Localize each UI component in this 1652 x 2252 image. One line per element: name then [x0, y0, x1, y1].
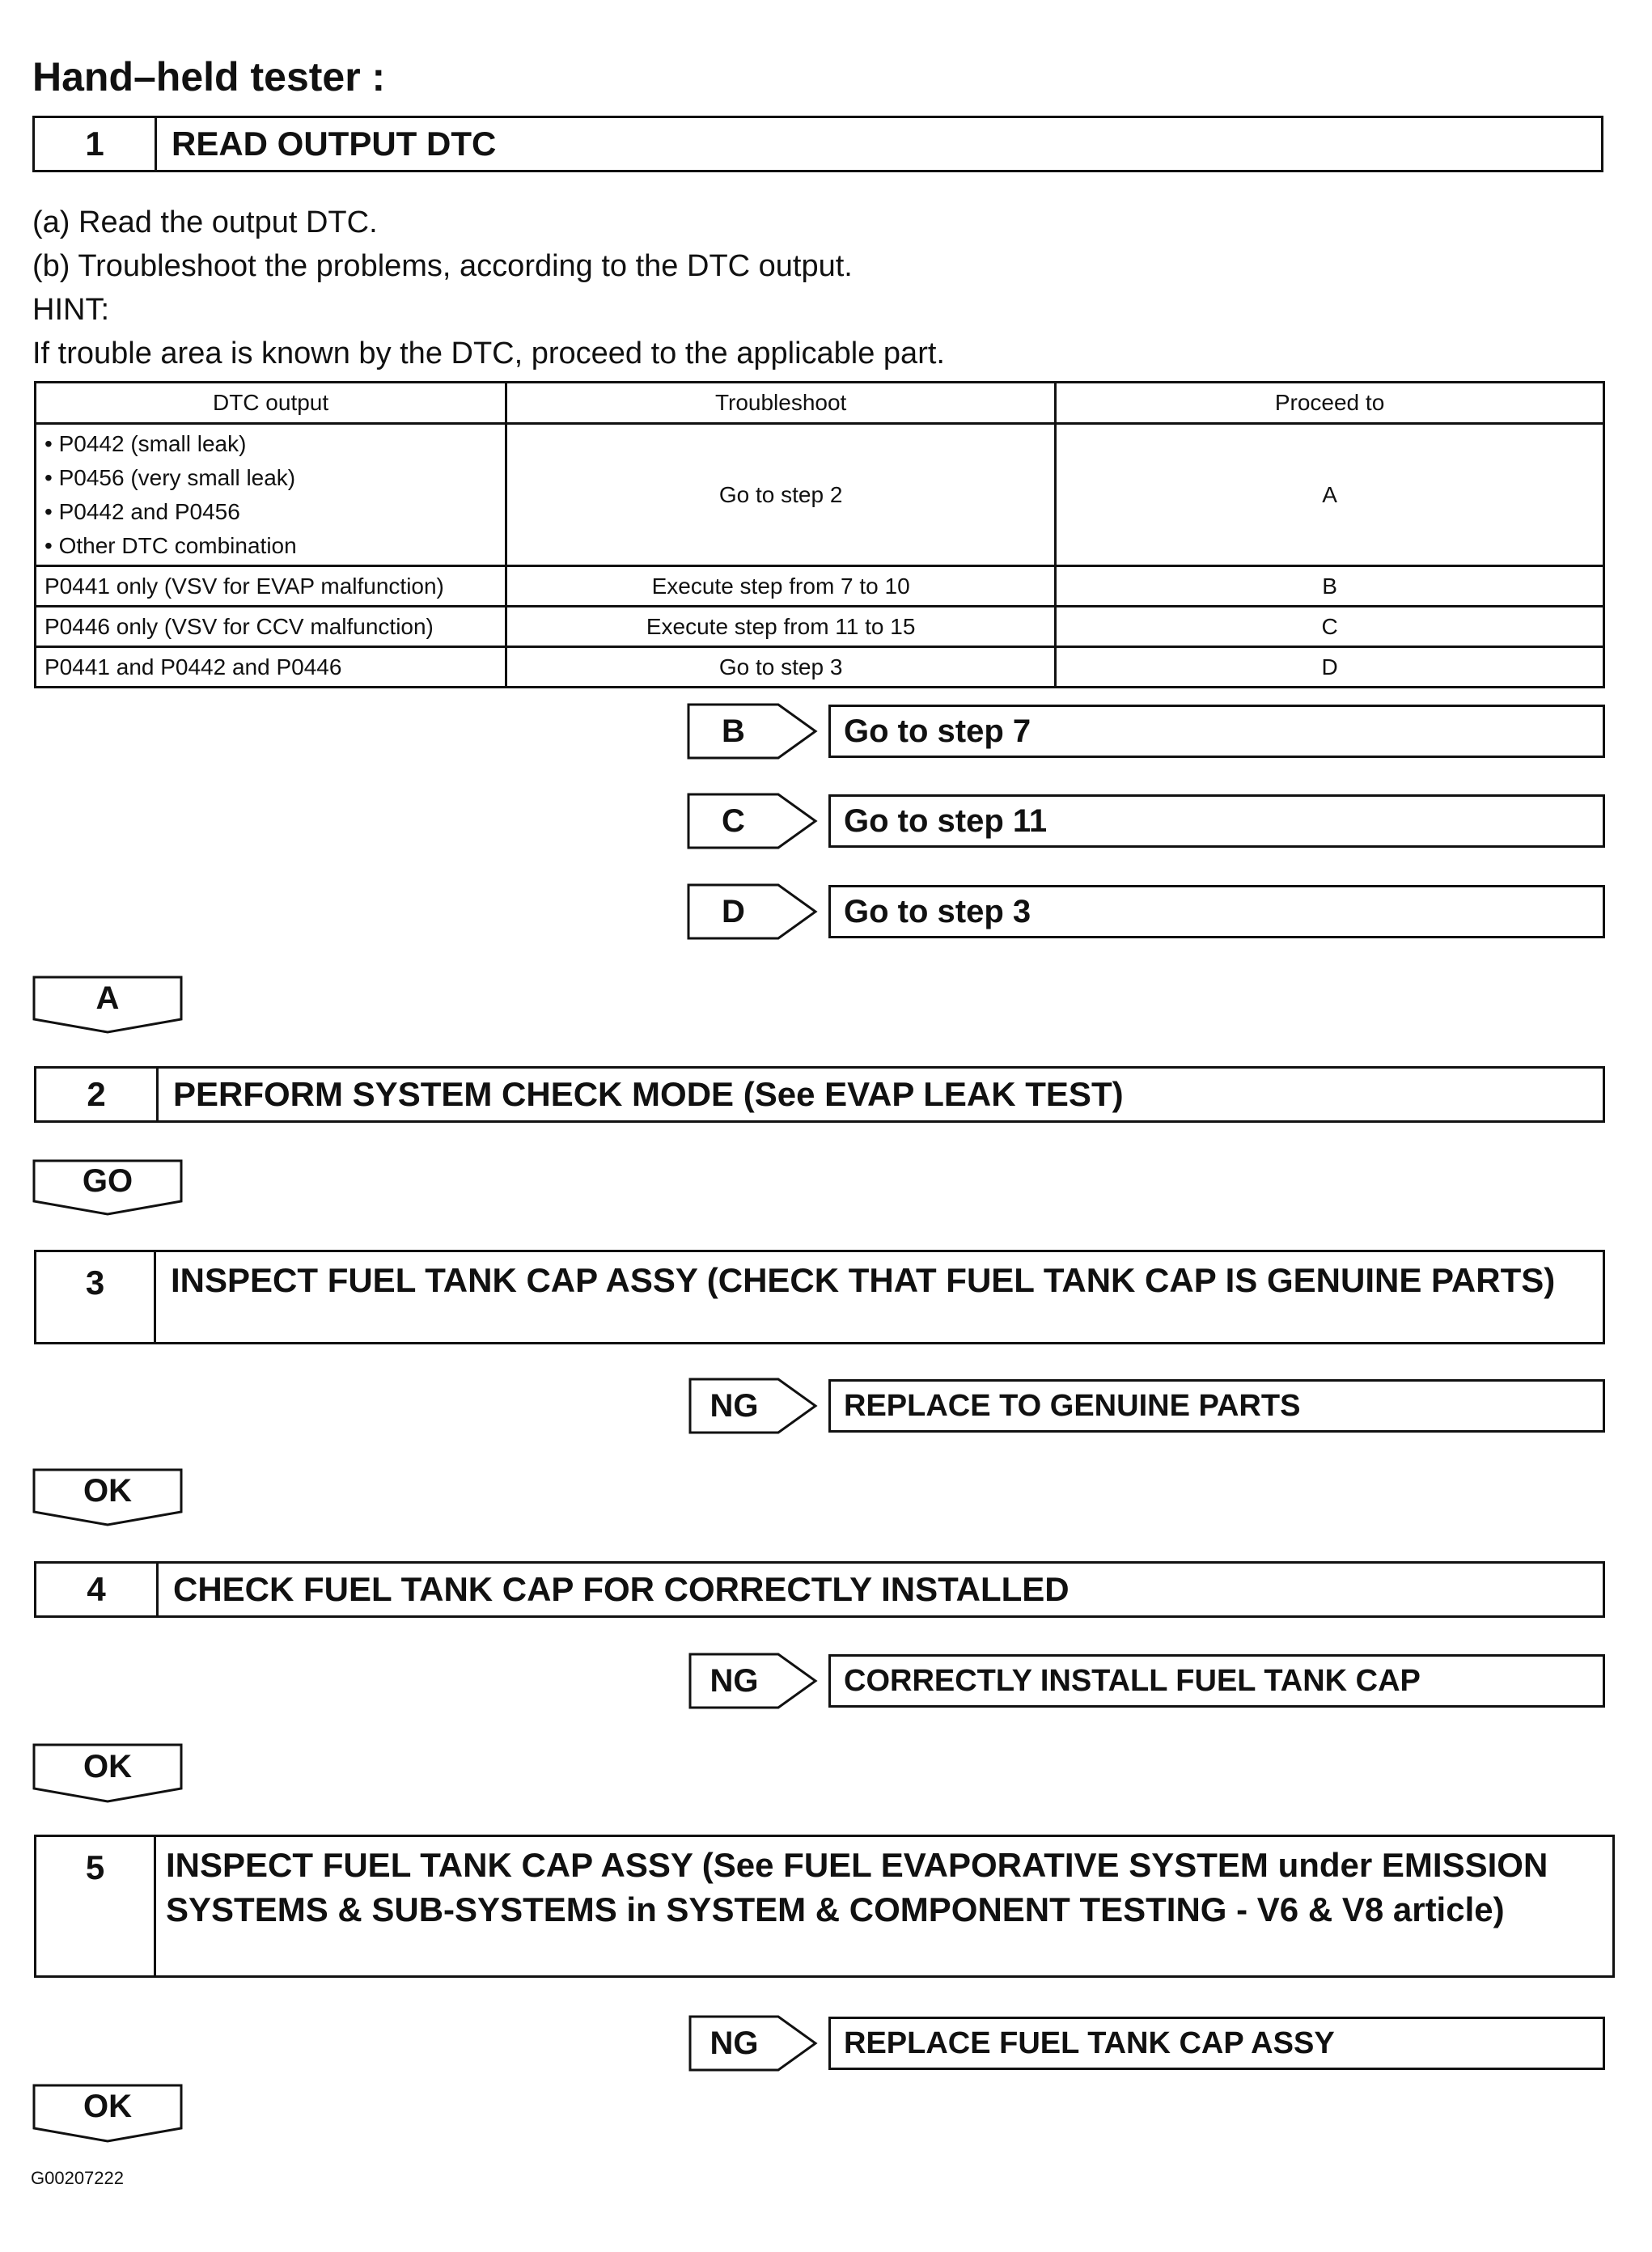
step-5-title: INSPECT FUEL TANK CAP ASSY (See FUEL EVAPORATIVE SYSTEM under EMISSION SYSTEMS & SUB-SYSTEMS in SYSTEM & COMPONENT TESTING - V6 & V8 article) — [166, 1846, 1548, 1928]
step-1-title: READ OUTPUT DTC — [172, 125, 497, 163]
branch-ng-result: REPLACE TO GENUINE PARTS — [828, 1379, 1605, 1433]
flow-tag-go: GO — [82, 1162, 133, 1199]
dtc-list-item: • P0456 (very small leak) — [44, 464, 296, 490]
step-1-item-b: (b) Troubleshoot the problems, according to the DTC output. — [32, 249, 853, 283]
step-5-box — [34, 1835, 1615, 1978]
column-header-proceed-to: Proceed to — [1056, 383, 1604, 424]
table-cell-proceed: D — [1056, 647, 1604, 688]
flow-tag-a: A — [95, 980, 120, 1016]
branch-ng-result: REPLACE FUEL TANK CAP ASSY — [828, 2017, 1605, 2070]
table-cell-troubleshoot: Execute step from 7 to 10 — [506, 566, 1056, 607]
step-3-title: INSPECT FUEL TANK CAP ASSY (CHECK THAT FUEL TANK CAP IS GENUINE PARTS) — [171, 1261, 1556, 1299]
step-4-number: 4 — [36, 1564, 159, 1615]
dtc-list-item: • Other DTC combination — [44, 532, 297, 558]
step-2-box — [34, 1066, 1605, 1123]
dtc-list-item: • P0442 (small leak) — [44, 430, 247, 456]
step-4-box — [34, 1561, 1605, 1618]
table-cell-dtc: P0441 only (VSV for EVAP malfunction) — [36, 566, 506, 607]
branch-d-result: Go to step 3 — [828, 885, 1605, 938]
branch-ng-label: NG — [710, 2025, 759, 2061]
step-2-title: PERFORM SYSTEM CHECK MODE (See EVAP LEAK TEST) — [173, 1075, 1124, 1114]
table-cell-proceed: C — [1056, 607, 1604, 647]
table-cell-proceed: B — [1056, 566, 1604, 607]
flow-tag-ok: OK — [83, 1748, 132, 1784]
table-cell-troubleshoot: Go to step 3 — [506, 647, 1056, 688]
step-2-number: 2 — [36, 1069, 159, 1120]
step-3-box — [34, 1250, 1605, 1344]
step-1-item-a: (a) Read the output DTC. — [32, 205, 378, 239]
branch-ng-label: NG — [710, 1387, 759, 1424]
flow-tag-ok: OK — [83, 2089, 132, 2124]
table-cell-proceed: A — [1056, 424, 1604, 566]
branch-ng-result: CORRECTLY INSTALL FUEL TANK CAP — [828, 1654, 1605, 1708]
branch-d-label: D — [722, 893, 745, 929]
step-3-number: 3 — [36, 1252, 156, 1342]
step-1-number: 1 — [35, 118, 157, 170]
hint-label: HINT: — [32, 293, 109, 327]
branch-c-label: C — [722, 802, 745, 839]
hint-text: If trouble area is known by the DTC, proceed to the applicable part. — [32, 337, 945, 370]
dtc-list-item: • P0442 and P0456 — [44, 498, 240, 524]
branch-b-label: B — [722, 713, 745, 749]
branch-c-result: Go to step 11 — [828, 794, 1605, 848]
step-4-title: CHECK FUEL TANK CAP FOR CORRECTLY INSTALLED — [173, 1570, 1070, 1609]
page-title: Hand–held tester : — [32, 54, 386, 99]
step-5-number: 5 — [36, 1837, 156, 1975]
table-cell-troubleshoot: Go to step 2 — [506, 424, 1056, 566]
branch-ng-label: NG — [710, 1662, 759, 1699]
figure-code: G00207222 — [31, 2168, 124, 2188]
table-cell-dtc: P0441 and P0442 and P0446 — [36, 647, 506, 688]
table-cell-troubleshoot: Execute step from 11 to 15 — [506, 607, 1056, 647]
flow-tag-ok: OK — [83, 1472, 132, 1509]
branch-b-result: Go to step 7 — [828, 705, 1605, 758]
column-header-troubleshoot: Troubleshoot — [506, 383, 1056, 424]
table-cell-dtc: P0446 only (VSV for CCV malfunction) — [36, 607, 506, 647]
column-header-dtc-output: DTC output — [36, 383, 506, 424]
